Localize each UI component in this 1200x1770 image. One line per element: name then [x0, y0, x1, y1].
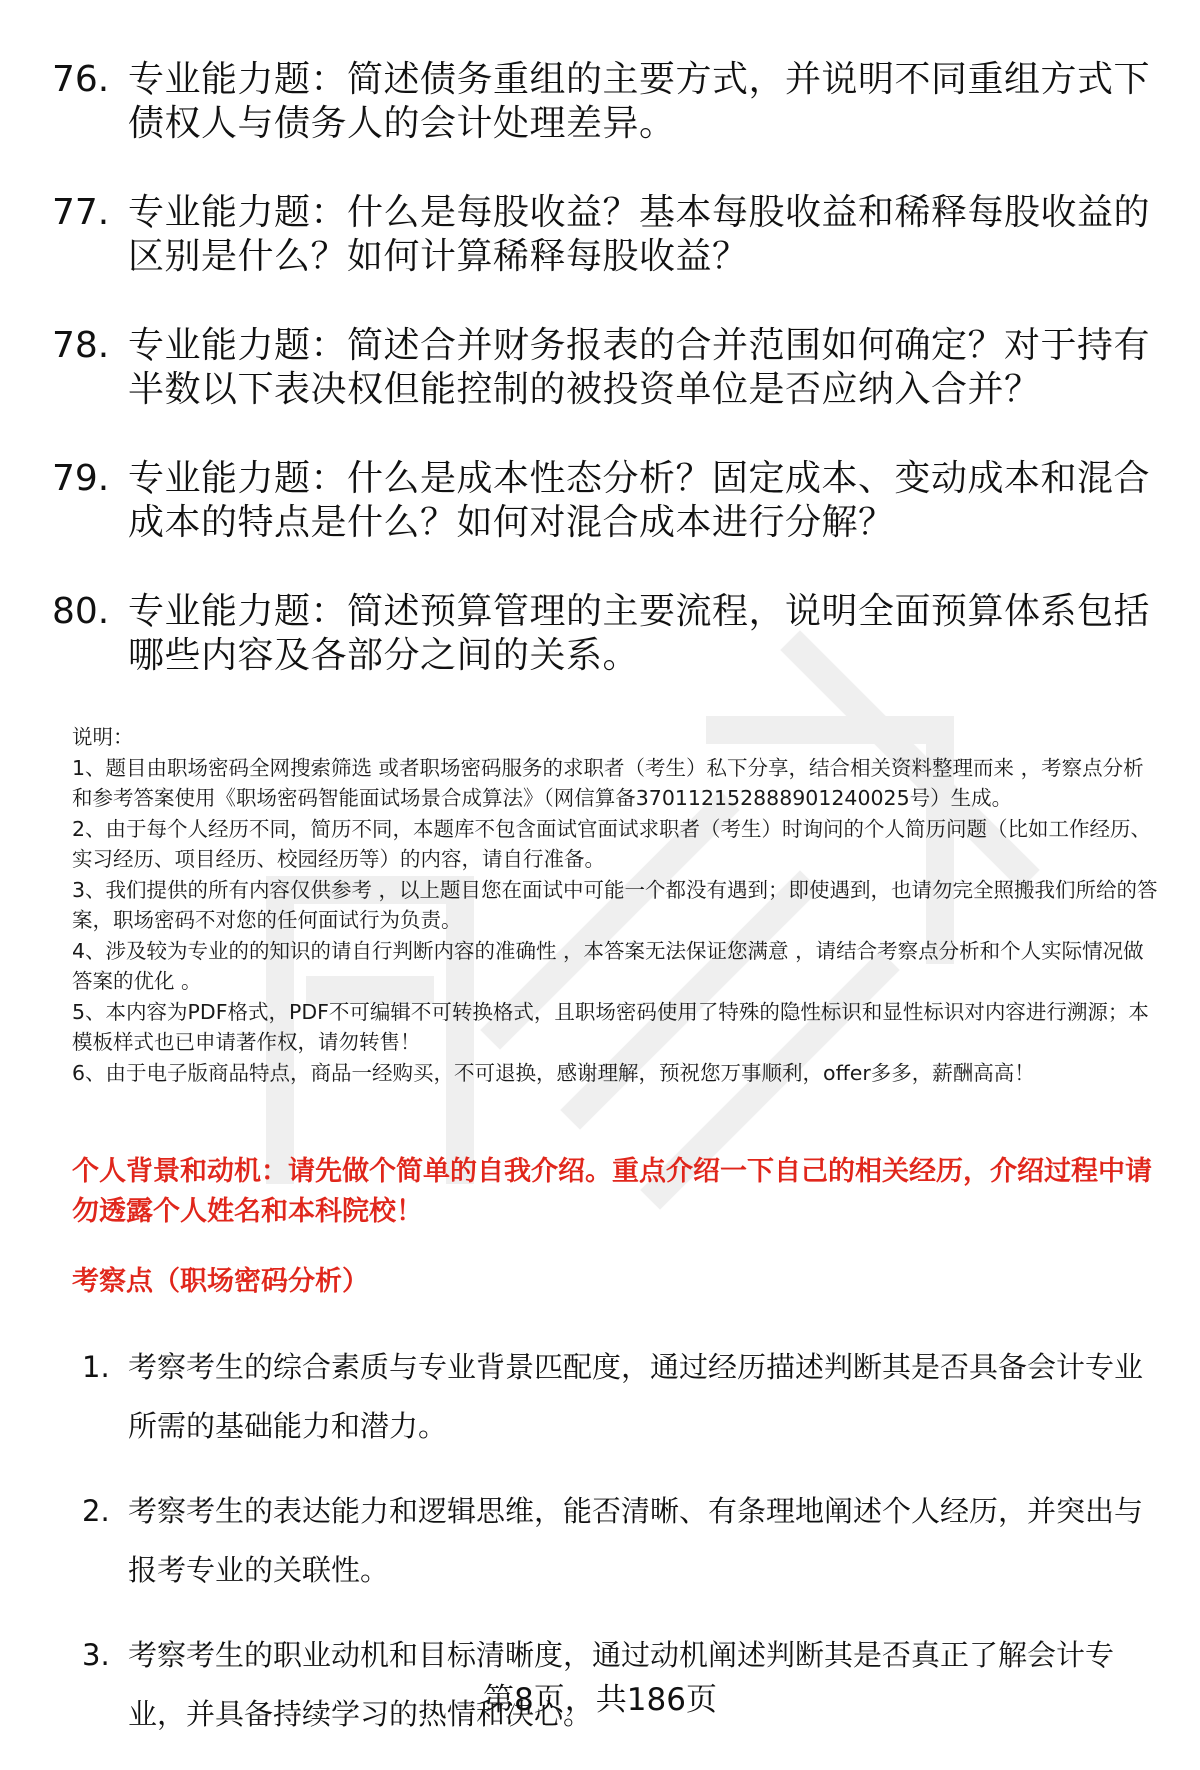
question-text: 专业能力题：简述合并财务报表的合并范围如何确定？对于持有半数以下表决权但能控制的被投资单位是否应纳入合并？	[128, 325, 1151, 410]
question-text: 专业能力题：简述债务重组的主要方式，并说明不同重组方式下债权人与债务人的会计处理差异。	[128, 59, 1151, 144]
point-number: 3.	[82, 1638, 110, 1672]
note-item: 4、涉及较为专业的的知识的请自行判断内容的准确性 ，本答案无法保证您满意 ，请结合考察点分析和个人实际情况做答案的优化 。	[72, 938, 1144, 993]
question-item	[52, 191, 1152, 279]
question-number: 78.	[52, 325, 110, 366]
question-text: 专业能力题：简述预算管理的主要流程，说明全面预算体系包括哪些内容及各部分之间的关系。	[128, 591, 1151, 676]
point-text: 考察考生的职业动机和目标清晰度，通过动机阐述判断其是否真正了解会计专业，并具备持续学习的热情和决心。	[128, 1638, 1115, 1731]
point-text: 考察考生的表达能力和逻辑思维，能否清晰、有条理地阐述个人经历，并突出与报考专业的关联性。	[128, 1494, 1144, 1587]
page-footer: 第8页，共186页	[483, 1682, 717, 1718]
note-item: 3、我们提供的所有内容仅供参考 ，以上题目您在面试中可能一个都没有遇到；即使遇到，也请勿完全照搬我们所给的答案，职场密码不对您的任何面试行为负责。	[72, 877, 1158, 932]
question-item	[52, 58, 1152, 146]
note-item: 1、题目由职场密码全网搜索筛选 或者职场密码服务的求职者（考生）私下分享，结合相关资料整理而来 ，考察点分析和参考答案使用《职场密码智能面试场景合成算法》（网信算备370112152888901240025号）生成。	[72, 755, 1144, 810]
point-number: 1.	[82, 1350, 110, 1384]
analysis-point	[82, 1338, 1162, 1456]
note-item: 5、本内容为PDF格式，PDF不可编辑不可转换格式，且职场密码使用了特殊的隐性标识和显性标识对内容进行溯源；本模板样式也已申请著作权，请勿转售！	[72, 999, 1149, 1054]
question-number: 76.	[52, 59, 110, 100]
section-subheading: 考察点（职场密码分析）	[72, 1266, 369, 1297]
question-number: 79.	[52, 458, 110, 499]
note-item: 2、由于每个人经历不同，简历不同，本题库不包含面试官面试求职者（考生）时询问的个人简历问题（比如工作经历、实习经历、项目经历、校园经历等）的内容，请自行准备。	[72, 816, 1152, 871]
section-heading: 个人背景和动机：请先做个简单的自我介绍。重点介绍一下自己的相关经历，介绍过程中请勿透露个人姓名和本科院校！	[72, 1156, 1152, 1227]
question-item	[52, 457, 1152, 545]
point-number: 2.	[82, 1494, 110, 1528]
question-number: 77.	[52, 192, 110, 233]
question-item	[52, 324, 1152, 412]
note-item: 6、由于电子版商品特点，商品一经购买，不可退换，感谢理解，预祝您万事顺利，offer多多，薪酬高高！	[72, 1060, 1035, 1085]
point-text: 考察考生的综合素质与专业背景匹配度，通过经历描述判断其是否具备会计专业所需的基础能力和潜力。	[128, 1350, 1144, 1443]
question-list	[52, 58, 1152, 723]
question-text: 专业能力题：什么是每股收益？基本每股收益和稀释每股收益的区别是什么？如何计算稀释每股收益？	[128, 192, 1151, 277]
notes-title: 说明：	[72, 725, 134, 749]
analysis-point	[82, 1482, 1162, 1600]
question-number: 80.	[52, 591, 110, 632]
question-item	[52, 590, 1152, 678]
question-text: 专业能力题：什么是成本性态分析？固定成本、变动成本和混合成本的特点是什么？如何对混合成本进行分解？	[128, 458, 1151, 543]
notes-block	[72, 722, 1162, 1088]
